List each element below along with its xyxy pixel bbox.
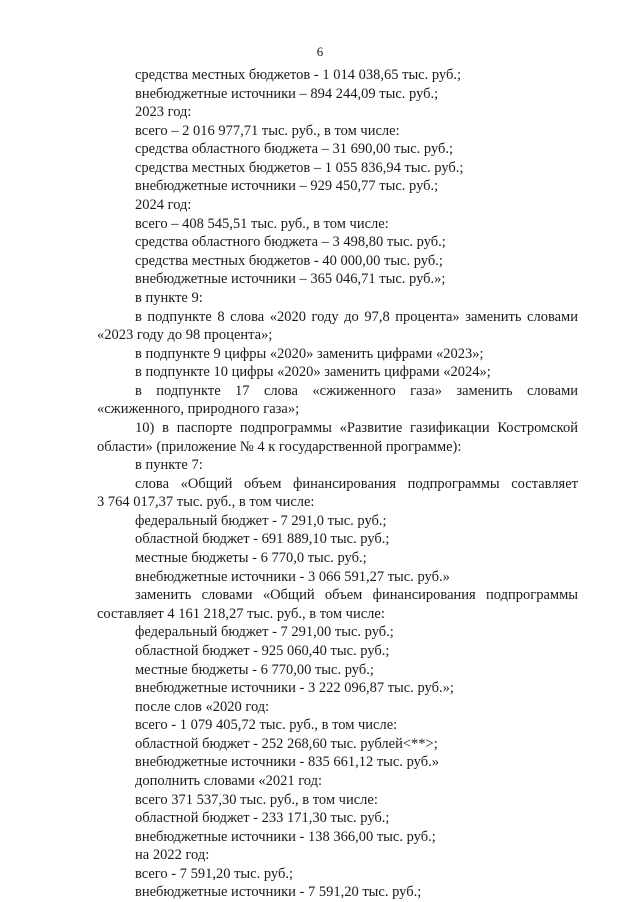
text-line: в пункте 9: <box>135 289 203 306</box>
text-line: внебюджетные источники - 3 066 591,27 тыс. руб.» <box>135 568 450 585</box>
text-line: областной бюджет - 252 268,60 тыс. рублей<**>; <box>135 735 438 752</box>
text-line: «2023 году до 98 процента»; <box>97 327 273 344</box>
page-number: 6 <box>316 44 324 59</box>
text-line: в подпункте 17 слова «сжиженного газа» заменить словами <box>135 382 578 399</box>
text-line: в пункте 7: <box>135 457 203 474</box>
text-line: составляет 4 161 218,27 тыс. руб., в том числе: <box>97 605 385 622</box>
text-line: всего 371 537,30 тыс. руб., в том числе: <box>135 791 378 808</box>
text-line: средства местных бюджетов - 40 000,00 тыс. руб.; <box>135 252 443 269</box>
text-line: областной бюджет - 233 171,30 тыс. руб.; <box>135 810 390 827</box>
text-line: местные бюджеты - 6 770,0 тыс. руб.; <box>135 550 367 567</box>
text-line: в подпункте 8 слова «2020 году до 97,8 процента» заменить словами <box>135 308 578 325</box>
text-line: внебюджетные источники - 7 591,20 тыс. руб.; <box>135 884 422 901</box>
text-line: всего - 7 591,20 тыс. руб.; <box>135 865 294 882</box>
text-line: 2024 год: <box>135 197 192 214</box>
text-line: средства областного бюджета – 31 690,00 тыс. руб.; <box>135 141 454 158</box>
text-line: федеральный бюджет - 7 291,00 тыс. руб.; <box>135 624 394 641</box>
text-line: внебюджетные источники – 365 046,71 тыс. руб.»; <box>135 271 446 288</box>
text-line: всего – 2 016 977,71 тыс. руб., в том числе: <box>135 122 400 139</box>
text-line: средства местных бюджетов – 1 055 836,94 тыс. руб.; <box>135 159 464 176</box>
document-body <box>97 66 578 902</box>
text-line: внебюджетные источники – 894 244,09 тыс. руб.; <box>135 85 439 102</box>
text-line: в подпункте 9 цифры «2020» заменить цифрами «2023»; <box>135 345 484 362</box>
text-line: дополнить словами «2021 год: <box>135 772 323 789</box>
text-line: средства местных бюджетов - 1 014 038,65 тыс. руб.; <box>135 67 462 83</box>
text-line: в подпункте 10 цифры «2020» заменить цифрами «2024»; <box>135 364 491 381</box>
text-line: заменить словами «Общий объем финансирования подпрограммы <box>135 587 578 604</box>
text-line: местные бюджеты - 6 770,00 тыс. руб.; <box>135 661 374 678</box>
text-line: 2023 год: <box>135 104 192 121</box>
text-line: на 2022 год: <box>135 847 210 864</box>
text-line: слова «Общий объем финансирования подпрограммы составляет <box>135 475 578 492</box>
text-line: внебюджетные источники - 3 222 096,87 тыс. руб.»; <box>135 680 454 697</box>
text-line: 3 764 017,37 тыс. руб., в том числе: <box>97 494 315 511</box>
text-line: 10) в паспорте подпрограммы «Развитие газификации Костромской <box>135 419 578 436</box>
text-line: средства областного бюджета – 3 498,80 тыс. руб.; <box>135 234 446 251</box>
text-line: «сжиженного, природного газа»; <box>97 401 300 418</box>
text-line: внебюджетные источники - 835 661,12 тыс. руб.» <box>135 754 439 771</box>
text-line: области» (приложение № 4 к государственной программе): <box>97 438 462 455</box>
text-line: внебюджетные источники - 138 366,00 тыс. руб.; <box>135 828 436 845</box>
text-line: после слов «2020 год: <box>135 698 270 715</box>
text-line: внебюджетные источники – 929 450,77 тыс. руб.; <box>135 178 439 195</box>
text-line: областной бюджет - 925 060,40 тыс. руб.; <box>135 642 390 659</box>
text-line: всего - 1 079 405,72 тыс. руб., в том числе: <box>135 717 398 734</box>
text-line: всего – 408 545,51 тыс. руб., в том числе: <box>135 215 389 232</box>
text-line: областной бюджет - 691 889,10 тыс. руб.; <box>135 531 390 548</box>
text-line: федеральный бюджет - 7 291,0 тыс. руб.; <box>135 512 387 529</box>
